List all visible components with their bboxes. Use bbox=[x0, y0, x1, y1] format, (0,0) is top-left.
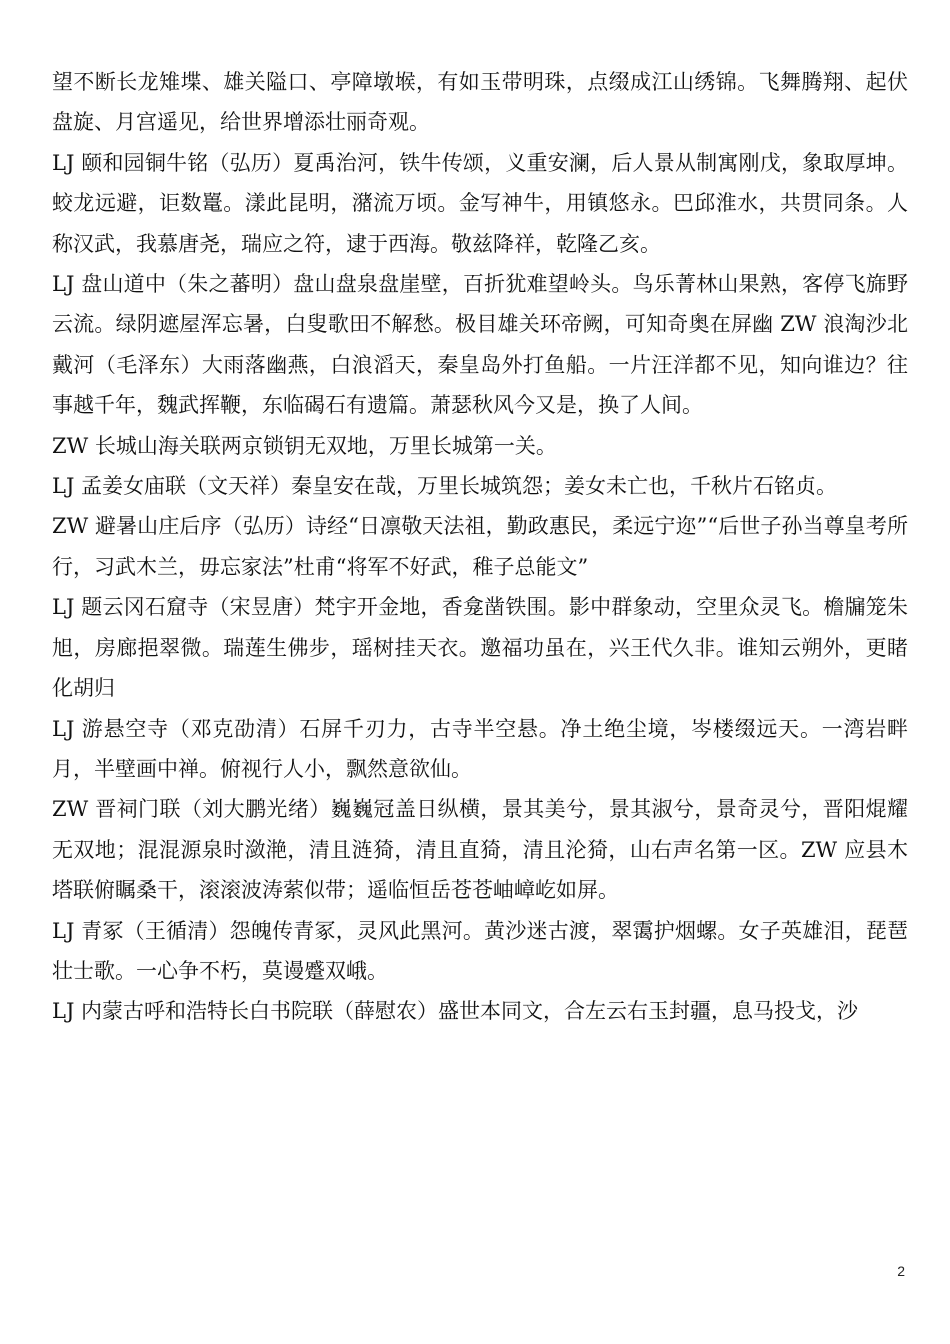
paragraph: LJ 游悬空寺（邓克劭清）石屏千刃力，古寺半空悬。净土绝尘境，岑楼缀远天。一湾岩畔月，半壁画中禅。俯视行人小，飘然意欲仙。 bbox=[52, 716, 908, 781]
paragraph: LJ 青冢（王循清）怨魄传青冢，灵风此黑河。黄沙迷古渡，翠霭护烟螺。女子英雄泪，琵琶壮士歌。一心争不朽，莫谩蹙双峨。 bbox=[52, 918, 908, 983]
paragraph: LJ 题云冈石窟寺（宋昱唐）梵宇开金地，香龛凿铁围。影中群象动，空里众灵飞。檐牖笼朱旭，房廊挹翠微。瑞莲生佛步，瑶树挂天衣。邀福功虽在，兴王代久非。谁知云朔外，更睹化胡归 bbox=[52, 595, 908, 701]
paragraph: ZW 长城山海关联两京锁钥无双地，万里长城第一关。 bbox=[52, 433, 557, 458]
paragraph: ZW 避暑山庄后序（弘历）诗经“日凛敬天法祖，勤政惠民，柔远宁迩”“后世子孙当尊皇考所行，习武木兰，毋忘家法”杜甫“将军不好武，稚子总能文” bbox=[52, 514, 908, 579]
document-body bbox=[52, 62, 908, 1032]
page-number: 2 bbox=[897, 1263, 905, 1279]
paragraph: ZW 晋祠门联（刘大鹏光绪）巍巍冠盖日纵横，景其美兮，景其淑兮，景奇灵兮，晋阳焜耀无双地；混混源泉时潋滟，清且涟猗，清且直猗，清且沦猗，山右声名第一区。ZW 应县木塔联俯瞩桑干，滚滚波涛萦似带；遥临恒岳苍苍岫嶂屹如屏。 bbox=[52, 797, 908, 903]
paragraph: 望不断长龙雉堞、雄关隘口、亭障墩堠，有如玉带明珠，点缀成江山绣锦。飞舞腾翔、起伏盘旋、月宫遥见，给世界增添壮丽奇观。 bbox=[52, 70, 908, 135]
paragraph: LJ 孟姜女庙联（文天祥）秦皇安在哉，万里长城筑怨；姜女未亡也，千秋片石铭贞。 bbox=[52, 474, 838, 499]
paragraph: LJ 盘山道中（朱之蕃明）盘山盘泉盘崖壁，百折犹难望岭头。鸟乐菁林山果熟，客停飞旆野云流。绿阴遮屋浑忘暑，白叟歌田不解愁。极目雄关环帝阙，可知奇奥在屏幽 ZW 浪淘沙北戴河（毛泽东）大雨落幽燕，白浪滔天，秦皇岛外打鱼船。一片汪洋都不见，知向谁边？往事越千年，魏武挥鞭，东临碣石有遗篇。萧瑟秋风今又是，换了人间。 bbox=[52, 272, 908, 418]
paragraph: LJ 内蒙古呼和浩特长白书院联（薛慰农）盛世本同文，合左云右玉封疆，息马投戈，沙 bbox=[52, 999, 859, 1024]
paragraph: LJ 颐和园铜牛铭（弘历）夏禹治河，铁牛传颂，义重安澜，后人景从制寓刚戊，象取厚坤。蛟龙远避，讵数鼍。漾此昆明，潴流万顷。金写神牛，用镇悠永。巴邱淮水，共贯同条。人称汉武，我慕唐尧，瑞应之符，逮于西海。敬兹降祥，乾隆乙亥。 bbox=[52, 150, 908, 256]
